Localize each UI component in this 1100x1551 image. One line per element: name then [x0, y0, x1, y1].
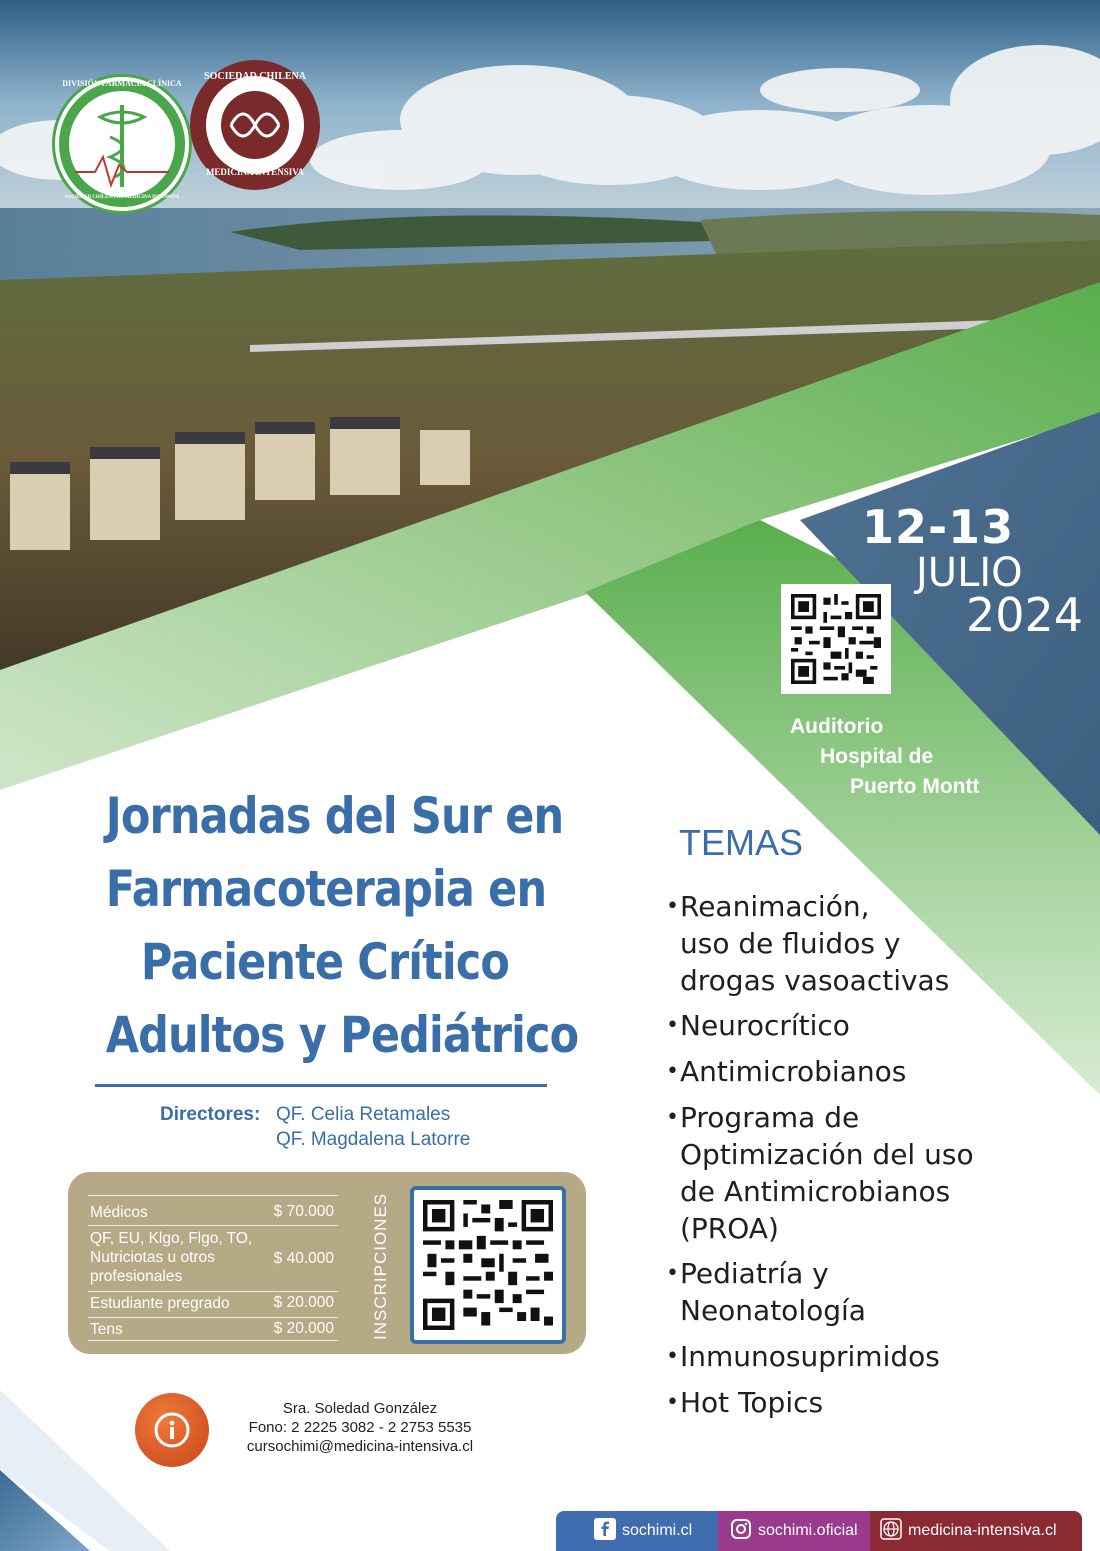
qr-code-event[interactable]	[781, 584, 891, 694]
bullet-icon: •	[666, 1390, 679, 1415]
contact-email[interactable]: cursochimi@medicina-intensiva.cl	[246, 1438, 474, 1455]
facebook-icon	[594, 1518, 616, 1545]
sochimi-logo	[190, 60, 320, 190]
farmacia-logo-text: DIVISIÓN FARMACIA CLÍNICA	[62, 79, 182, 88]
qr-code-icon	[791, 594, 881, 684]
topic-item: •Inmunosuprimidos	[666, 1340, 940, 1373]
facebook-label: sochimi.cl	[622, 1522, 693, 1539]
sochimi-logo-text-bottom: MEDICINA INTENSIVA	[205, 167, 305, 177]
facebook-link[interactable]	[556, 1511, 718, 1551]
venue-line-1: Auditorio	[790, 715, 884, 738]
info-icon	[135, 1393, 209, 1467]
event-month: JULIO	[916, 550, 1023, 596]
title-line-4: Adultos y Pediátrico	[105, 1006, 579, 1064]
temas-heading: TEMAS	[679, 822, 804, 863]
topic-item: •Neurocrítico	[666, 1009, 850, 1042]
venue-line-3: Puerto Montt	[850, 775, 980, 798]
website-label: medicina-intensiva.cl	[908, 1522, 1057, 1539]
bullet-icon: •	[666, 1105, 679, 1130]
price-label: Médicos	[90, 1204, 148, 1221]
title-divider	[95, 1084, 547, 1087]
instagram-label: sochimi.oficial	[758, 1522, 858, 1539]
topic-item: •Reanimación, uso de fluidos y drogas vasoactivas	[666, 890, 950, 997]
price-label: Estudiante pregrado	[90, 1295, 230, 1312]
bullet-icon: •	[666, 1344, 679, 1369]
price-value: $ 40.000	[273, 1250, 334, 1267]
topic-item: •Antimicrobianos	[666, 1055, 907, 1088]
price-row	[88, 1317, 338, 1341]
bullet-icon: •	[666, 1261, 679, 1286]
title-line-1: Jornadas del Sur en	[105, 787, 564, 845]
event-year: 2024	[966, 588, 1084, 642]
price-label: Tens	[90, 1321, 123, 1338]
price-value: $ 20.000	[273, 1294, 334, 1311]
topic-item: •Programa de Optimización del uso de Antimicrobianos (PROA)	[666, 1101, 974, 1245]
instagram-icon	[730, 1518, 752, 1545]
director-2: QF. Magdalena Latorre	[276, 1129, 471, 1150]
event-days: 12-13	[862, 500, 1015, 554]
contact-phone: Fono: 2 2225 3082 - 2 2753 5535	[248, 1419, 472, 1436]
price-label: QF, EU, Klgo, Flgo, TO, Nutriciotas u otros profesionales	[90, 1230, 253, 1285]
qr-code-inscripciones[interactable]	[410, 1186, 566, 1344]
farmacia-logo-subtext: SOCIEDAD CHILENA DE MEDICINA INTENSIVA	[64, 195, 180, 200]
event-title	[70, 780, 580, 1072]
bullet-icon: •	[666, 1013, 679, 1038]
contact-name: Sra. Soledad González	[282, 1400, 438, 1417]
title-line-2: Farmacoterapia en	[105, 860, 547, 918]
bullet-icon: •	[666, 894, 679, 919]
sochimi-logo-text-top: SOCIEDAD CHILENA	[204, 71, 306, 82]
price-value: $ 70.000	[273, 1203, 334, 1220]
caduceus-icon	[55, 77, 189, 211]
price-row	[88, 1225, 338, 1291]
social-bar	[556, 1511, 1082, 1551]
price-value: $ 20.000	[273, 1320, 334, 1337]
farmacia-clinica-logo	[52, 74, 192, 214]
price-row	[88, 1291, 338, 1317]
qr-code-icon	[423, 1199, 553, 1331]
director-1: QF. Celia Retamales	[276, 1104, 451, 1125]
directors-label: Directores:	[160, 1104, 261, 1125]
bullet-icon: •	[666, 1059, 679, 1084]
title-line-3: Paciente Crítico	[140, 933, 510, 991]
inscripciones-label: INSCRIPCIONES	[371, 1192, 390, 1340]
topic-item: •Pediatría y Neonatología	[666, 1257, 866, 1327]
instagram-link[interactable]	[718, 1511, 870, 1551]
price-row	[88, 1195, 338, 1225]
website-link[interactable]	[870, 1511, 1082, 1551]
globe-icon	[880, 1518, 902, 1545]
venue-line-2: Hospital de	[820, 745, 934, 768]
topic-item: •Hot Topics	[666, 1386, 824, 1419]
